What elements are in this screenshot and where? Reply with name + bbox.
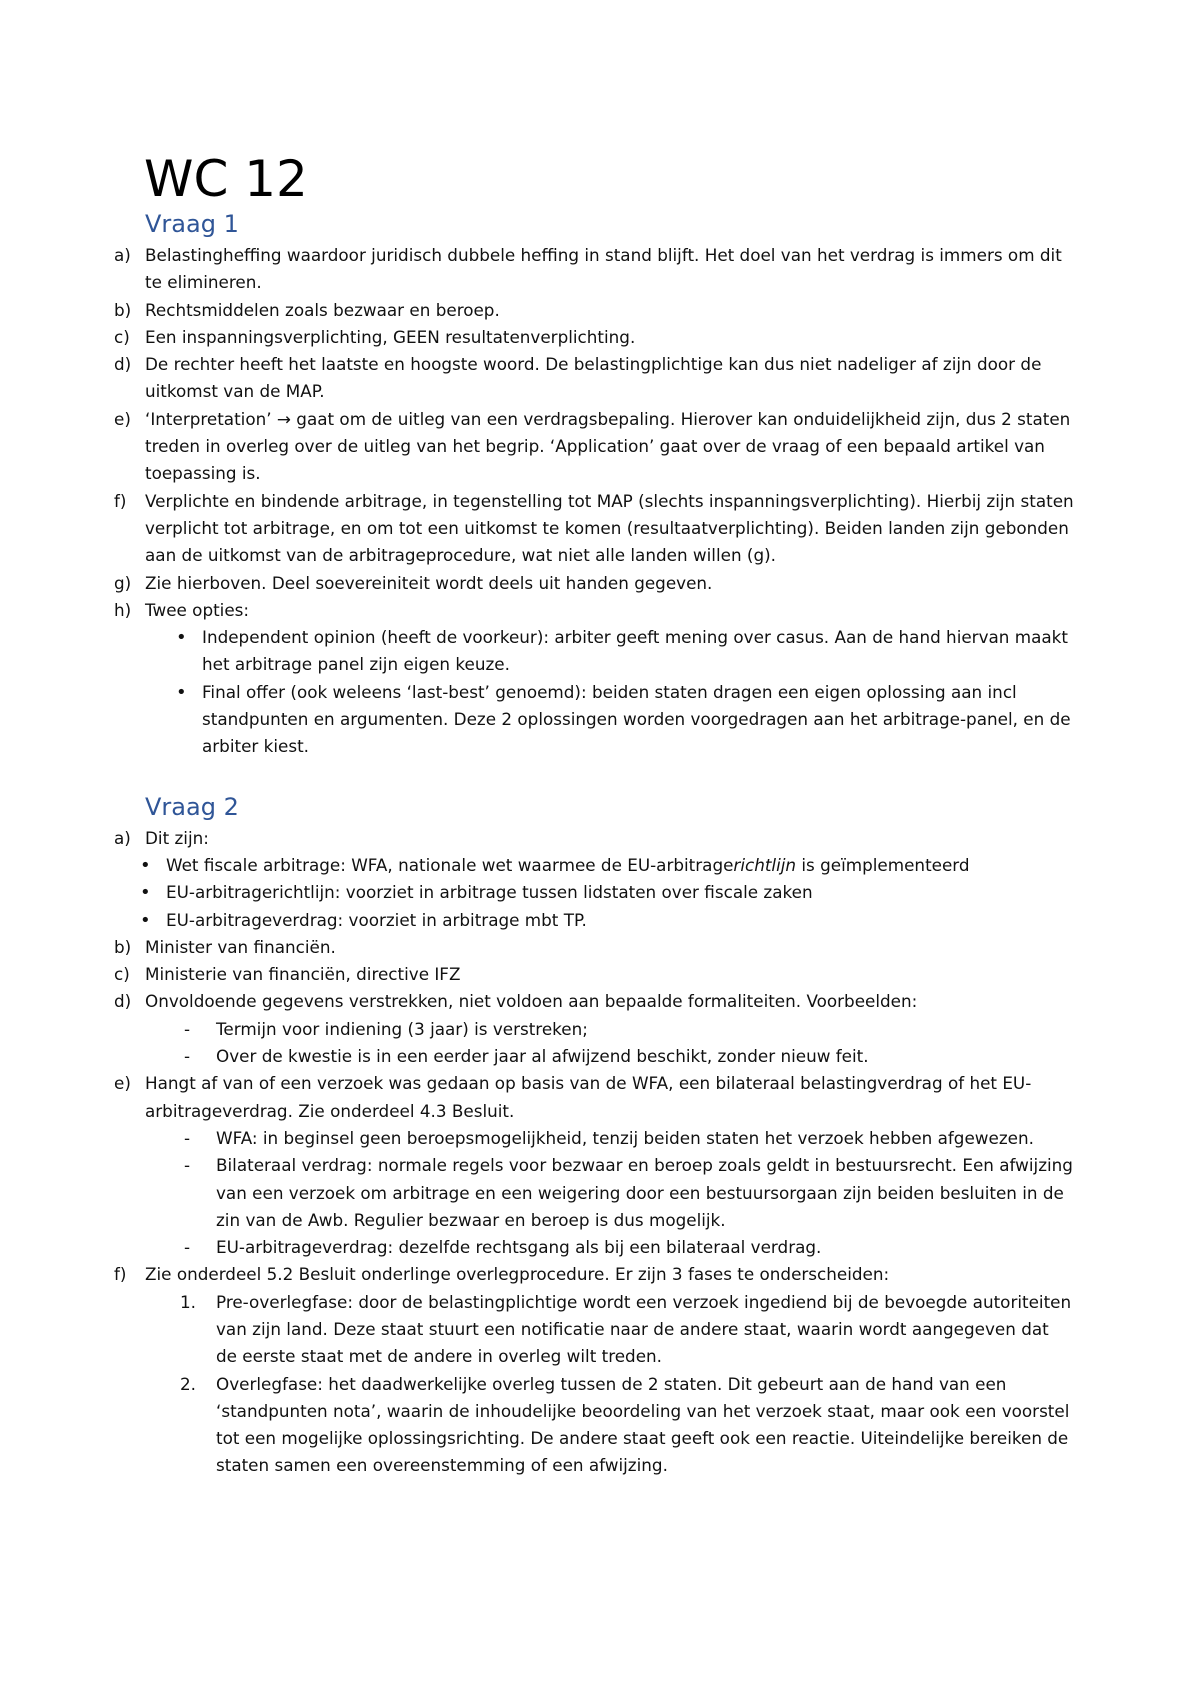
- item-marker: e): [114, 1073, 131, 1094]
- dash-item: - Termijn voor indiening (3 jaar) is verstreken;: [216, 1016, 1074, 1043]
- list-item: [114, 488, 1074, 570]
- item-text: De rechter heeft het laatste en hoogste woord. De belastingplichtige kan dus niet nadeliger af zijn door de uitkomst van de MAP.: [145, 354, 1042, 402]
- item-marker: a): [114, 245, 131, 265]
- item-text: Verplichte en bindende arbitrage, in tegenstelling tot MAP (slechts inspanningsverplichting). Hierbij zijn staten verplicht tot arbitrage, en om tot een uitkomst te komen (resultaatverplichting). Beiden landen zijn gebonden aan de uitkomst van de arbitrageprocedure, wat niet alle landen willen (g).: [145, 490, 1074, 566]
- list-item: [114, 406, 1074, 488]
- item-text: Dit zijn:: [145, 827, 209, 848]
- item-marker: c): [114, 326, 130, 347]
- item-marker: b): [114, 936, 132, 957]
- dash-item: - EU-arbitrageverdrag: dezelfde rechtsgang als bij een bilateraal verdrag.: [216, 1234, 1074, 1261]
- section-heading-vraag-1: Vraag 1: [145, 210, 239, 238]
- bullet-item: • Independent opinion (heeft de voorkeur): arbiter geeft mening over casus. Aan de hand hiervan maakt het arbitrage panel zijn eigen keuze.: [202, 624, 1074, 679]
- item-text: Rechtsmiddelen zoals bezwaar en beroep.: [145, 299, 500, 320]
- item-marker: g): [114, 572, 132, 593]
- item-marker: d): [114, 991, 132, 1012]
- item-text: Hangt af van of een verzoek was gedaan op basis van de WFA, een bilateraal belastingverdrag of het EU-arbitrageverdrag. Zie onderdeel 4.3 Besluit.: [145, 1073, 1032, 1121]
- item-marker: f): [114, 1264, 127, 1285]
- dash-item: - WFA: in beginsel geen beroepsmogelijkheid, tenzij beiden staten het verzoek hebben afgewezen.: [216, 1125, 1074, 1152]
- list-item: [114, 297, 1074, 324]
- phases-numbered-list: [145, 1289, 1074, 1480]
- examples-dash-list: [145, 1016, 1074, 1071]
- document-title: WC 12: [144, 150, 308, 208]
- list-item: [114, 351, 1074, 406]
- item-text: Twee opties:: [145, 599, 250, 620]
- numbered-item: [180, 1371, 1074, 1480]
- item-text: Minister van financiën.: [145, 936, 336, 957]
- bullet-text: Wet fiscale arbitrage: WFA, nationale wet waarmee de EU-arbitrage: [166, 854, 734, 875]
- answer-list-vraag-1: [114, 242, 1074, 761]
- item-marker: h): [114, 599, 132, 620]
- item-text: ‘Interpretation’ → gaat om de uitleg van een verdragsbepaling. Hierover kan onduidelijkheid zijn, dus 2 staten treden in overleg over de uitleg van het begrip. ‘Application’ gaat over de vraag of een bepaald artikel van toepassing is.: [145, 408, 1071, 484]
- item-text: Belastingheffing waardoor juridisch dubbele heffing in stand blijft. Het doel van het verdrag is immers om dit te elimineren.: [145, 245, 1062, 293]
- numbered-item: [180, 1289, 1074, 1371]
- bullet-item: [140, 852, 1074, 879]
- list-item: [114, 1070, 1074, 1261]
- dash-item: - Bilateraal verdrag: normale regels voor bezwaar en beroep zoals geldt in bestuursrecht. Een afwijzing van een verzoek om arbitrage en een weigering door een bestuursorgaan zijn beiden besluiten in de zin van de Awb. Regulier bezwaar en beroep is dus mogelijk.: [216, 1152, 1074, 1234]
- section-heading-vraag-2: Vraag 2: [145, 792, 239, 821]
- options-bullet-list: [145, 624, 1074, 760]
- item-marker: e): [114, 408, 131, 429]
- numbered-text: Overlegfase: het daadwerkelijke overleg tussen de 2 staten. Dit gebeurt aan de hand van een ‘standpunten nota’, waarin de inhoudelijke beoordeling van het verzoek staat, maar ook een voorstel tot een mogelijke oplossingsrichting. De andere staat geeft ook een reactie. Uiteindelijke bereiken de staten samen een overeenstemming of een afwijzing.: [216, 1373, 1070, 1476]
- numbered-text: Pre-overlegfase: door de belastingplichtige wordt een verzoek ingediend bij de bevoegde autoriteiten van zijn land. Deze staat stuurt een notificatie naar de andere staat, waarin wordt aangegeven dat de eerste staat met de andere in overleg wilt treden.: [216, 1291, 1072, 1367]
- list-item: [114, 961, 1074, 988]
- list-item: [114, 570, 1074, 597]
- list-item: [114, 1261, 1074, 1479]
- bullet-item: • Final offer (ook weleens ‘last-best’ genoemd): beiden staten dragen een eigen oplossing aan incl standpunten en argumenten. Deze 2 oplossingen worden voorgedragen aan het arbitrage-panel, en de arbiter kiest.: [202, 679, 1074, 761]
- dash-item: - Over de kwestie is in een eerder jaar al afwijzend beschikt, zonder nieuw feit.: [216, 1043, 1074, 1070]
- item-text: Zie onderdeel 5.2 Besluit onderlinge overlegprocedure. Er zijn 3 fases te onderscheiden:: [145, 1264, 890, 1285]
- item-marker: c): [114, 964, 130, 985]
- list-item: [114, 934, 1074, 961]
- legal-route-dash-list: [145, 1125, 1074, 1261]
- answer-list-vraag-2: [114, 825, 1074, 1480]
- item-text: Ministerie van financiën, directive IFZ: [145, 964, 461, 985]
- number-marker: 1.: [180, 1291, 197, 1312]
- regulations-bullet-list: [114, 852, 1074, 934]
- bullet-text-italic: richtlijn: [733, 854, 797, 875]
- bullet-item: • EU-arbitrageverdrag: voorziet in arbitrage mbt TP.: [140, 907, 1074, 934]
- list-item: [114, 324, 1074, 351]
- item-text: Een inspanningsverplichting, GEEN resultatenverplichting.: [145, 326, 636, 347]
- item-marker: d): [114, 354, 132, 375]
- list-item: [114, 988, 1074, 1070]
- item-marker: a): [114, 827, 131, 848]
- list-item: [114, 597, 1074, 761]
- bullet-item: • EU-arbitragerichtlijn: voorziet in arbitrage tussen lidstaten over fiscale zaken: [140, 879, 1074, 906]
- item-text: Onvoldoende gegevens verstrekken, niet voldoen aan bepaalde formaliteiten. Voorbeelden:: [145, 991, 918, 1012]
- item-marker: b): [114, 299, 132, 320]
- document-content: [114, 150, 1074, 1480]
- item-marker: f): [114, 490, 127, 511]
- list-item: [114, 825, 1074, 934]
- bullet-text: is geïmplementeerd: [796, 854, 970, 875]
- list-item: [114, 242, 1074, 297]
- item-text: Zie hierboven. Deel soevereiniteit wordt deels uit handen gegeven.: [145, 572, 713, 593]
- number-marker: 2.: [180, 1373, 197, 1394]
